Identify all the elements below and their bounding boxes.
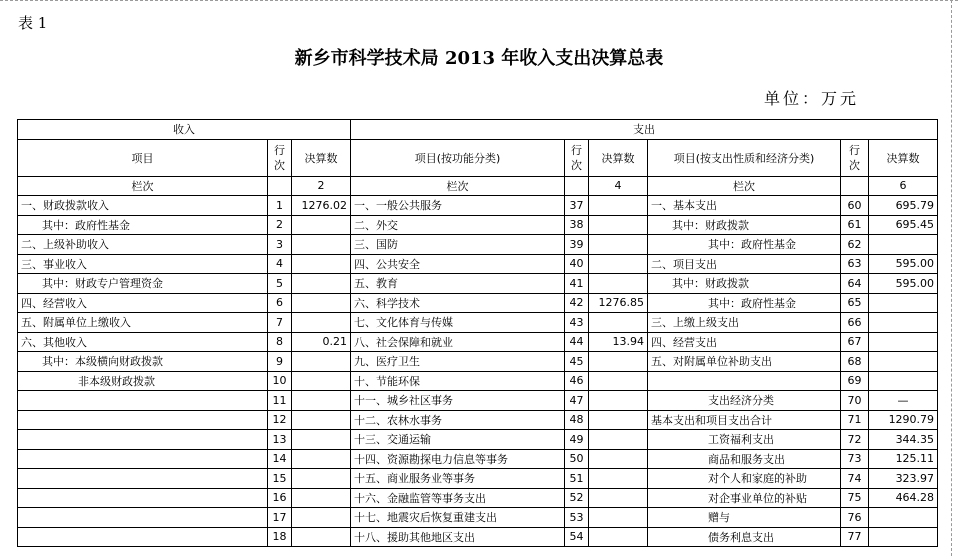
income-item [18, 508, 268, 528]
func-item: 十一、城乡社区事务 [351, 391, 565, 411]
func-amount [589, 469, 648, 489]
func-hangci: 42 [565, 293, 589, 313]
econ-amount: 695.45 [869, 215, 938, 235]
func-amount [589, 235, 648, 255]
income-item [18, 430, 268, 450]
income-hangci: 2 [268, 215, 292, 235]
income-item: 其中：本级横向财政拨款 [18, 352, 268, 372]
income-item [18, 527, 268, 547]
income-amount [292, 410, 351, 430]
income-item [18, 410, 268, 430]
econ-hangci: 64 [841, 274, 869, 294]
income-hangci: 8 [268, 332, 292, 352]
lanci-row [18, 176, 938, 196]
table-row [18, 410, 938, 430]
func-hangci: 45 [565, 352, 589, 372]
econ-amount: 125.11 [869, 449, 938, 469]
econ-hangci: 61 [841, 215, 869, 235]
func-amount [589, 430, 648, 450]
econ-item: 支出经济分类 [648, 391, 841, 411]
econ-item: 其中：政府性基金 [648, 235, 841, 255]
income-item: 六、其他收入 [18, 332, 268, 352]
func-hangci: 38 [565, 215, 589, 235]
income-amount [292, 449, 351, 469]
income-amount [292, 254, 351, 274]
table-row [18, 274, 938, 294]
econ-item: 三、上缴上级支出 [648, 313, 841, 333]
income-item-header: 项目 [18, 139, 268, 176]
econ-hangci: 75 [841, 488, 869, 508]
econ-amount [869, 371, 938, 391]
econ-hangci: 69 [841, 371, 869, 391]
func-amount [589, 508, 648, 528]
func-item: 五、教育 [351, 274, 565, 294]
income-item [18, 449, 268, 469]
income-hangci: 9 [268, 352, 292, 372]
expense-header: 支出 [351, 120, 938, 140]
table-row [18, 391, 938, 411]
income-item: 一、财政拨款收入 [18, 196, 268, 216]
income-amount [292, 508, 351, 528]
econ-amount [869, 293, 938, 313]
func-amount [589, 527, 648, 547]
table-row [18, 313, 938, 333]
func-hangci: 51 [565, 469, 589, 489]
income-hangci: 16 [268, 488, 292, 508]
func-amount: 1276.85 [589, 293, 648, 313]
lanci-label: 栏次 [648, 176, 841, 196]
econ-amount: — [869, 391, 938, 411]
econ-amount: 344.35 [869, 430, 938, 450]
page-frame-top [0, 0, 958, 5]
econ-amount [869, 527, 938, 547]
lanci-col2: 2 [292, 176, 351, 196]
func-hangci: 53 [565, 508, 589, 528]
table-row [18, 430, 938, 450]
econ-amount: 695.79 [869, 196, 938, 216]
econ-hangci: 65 [841, 293, 869, 313]
func-item: 六、科学技术 [351, 293, 565, 313]
table-row [18, 332, 938, 352]
func-amount [589, 352, 648, 372]
econ-hangci: 60 [841, 196, 869, 216]
econ-item: 工资福利支出 [648, 430, 841, 450]
econ-item: 二、项目支出 [648, 254, 841, 274]
income-item: 其中：财政专户管理资金 [18, 274, 268, 294]
unit-label: 单位：万元 [764, 89, 860, 108]
func-item: 十七、地震灾后恢复重建支出 [351, 508, 565, 528]
lanci-col6: 6 [869, 176, 938, 196]
income-amount: 0.21 [292, 332, 351, 352]
table-row [18, 235, 938, 255]
income-hangci: 3 [268, 235, 292, 255]
func-hangci: 41 [565, 274, 589, 294]
income-hangci: 4 [268, 254, 292, 274]
func-item: 九、医疗卫生 [351, 352, 565, 372]
econ-item: 五、对附属单位补助支出 [648, 352, 841, 372]
econ-amount: 595.00 [869, 254, 938, 274]
func-amount [589, 410, 648, 430]
income-amount-header: 决算数 [292, 139, 351, 176]
econ-item [648, 371, 841, 391]
income-amount [292, 469, 351, 489]
lanci-blank [268, 176, 292, 196]
lanci-blank [841, 176, 869, 196]
econ-amount [869, 508, 938, 528]
table-row [18, 254, 938, 274]
income-hangci: 11 [268, 391, 292, 411]
econ-hangci: 76 [841, 508, 869, 528]
income-amount [292, 235, 351, 255]
lanci-label: 栏次 [351, 176, 565, 196]
econ-amount: 1290.79 [869, 410, 938, 430]
table-row [18, 527, 938, 547]
income-header: 收入 [18, 120, 351, 140]
income-hangci: 1 [268, 196, 292, 216]
income-amount [292, 391, 351, 411]
econ-amount [869, 313, 938, 333]
page-frame-right [951, 0, 952, 556]
table-row [18, 352, 938, 372]
econ-amount: 464.28 [869, 488, 938, 508]
func-amount [589, 254, 648, 274]
func-item: 十六、金融监管等事务支出 [351, 488, 565, 508]
header-row-1 [18, 120, 938, 140]
econ-hangci: 63 [841, 254, 869, 274]
func-item: 十四、资源勘探电力信息等事务 [351, 449, 565, 469]
econ-hangci: 68 [841, 352, 869, 372]
econ-item: 其中：财政拨款 [648, 215, 841, 235]
func-hangci: 47 [565, 391, 589, 411]
econ-hangci: 74 [841, 469, 869, 489]
income-hangci: 5 [268, 274, 292, 294]
econ-hangci: 67 [841, 332, 869, 352]
econ-amount-header: 决算数 [869, 139, 938, 176]
income-hangci: 18 [268, 527, 292, 547]
econ-hangci: 71 [841, 410, 869, 430]
func-item: 十八、援助其他地区支出 [351, 527, 565, 547]
func-hangci: 49 [565, 430, 589, 450]
econ-hangci-header: 行次 [841, 139, 869, 176]
econ-item: 四、经营支出 [648, 332, 841, 352]
func-hangci: 54 [565, 527, 589, 547]
income-amount [292, 293, 351, 313]
func-amount [589, 215, 648, 235]
func-hangci: 40 [565, 254, 589, 274]
func-item-header: 项目(按功能分类) [351, 139, 565, 176]
func-amount [589, 313, 648, 333]
lanci-blank [565, 176, 589, 196]
func-hangci: 52 [565, 488, 589, 508]
income-amount [292, 274, 351, 294]
income-amount [292, 430, 351, 450]
table-row [18, 449, 938, 469]
func-item: 十二、农林水事务 [351, 410, 565, 430]
income-item: 其中：政府性基金 [18, 215, 268, 235]
econ-hangci: 73 [841, 449, 869, 469]
func-item: 一、一般公共服务 [351, 196, 565, 216]
table-row [18, 371, 938, 391]
func-hangci: 43 [565, 313, 589, 333]
income-hangci: 12 [268, 410, 292, 430]
income-amount [292, 352, 351, 372]
income-hangci: 7 [268, 313, 292, 333]
income-hangci: 17 [268, 508, 292, 528]
func-amount-header: 决算数 [589, 139, 648, 176]
func-item: 七、文化体育与传媒 [351, 313, 565, 333]
table-row [18, 488, 938, 508]
econ-hangci: 70 [841, 391, 869, 411]
func-item: 十五、商业服务业等事务 [351, 469, 565, 489]
table-row [18, 293, 938, 313]
income-amount [292, 527, 351, 547]
func-item: 四、公共安全 [351, 254, 565, 274]
income-amount: 1276.02 [292, 196, 351, 216]
func-amount [589, 274, 648, 294]
econ-item: 对个人和家庭的补助 [648, 469, 841, 489]
income-amount [292, 313, 351, 333]
income-hangci: 6 [268, 293, 292, 313]
func-item: 三、国防 [351, 235, 565, 255]
table-label: 表 1 [18, 14, 48, 32]
econ-hangci: 66 [841, 313, 869, 333]
econ-amount: 595.00 [869, 274, 938, 294]
func-hangci: 50 [565, 449, 589, 469]
income-amount [292, 488, 351, 508]
econ-item: 对企事业单位的补贴 [648, 488, 841, 508]
econ-item: 债务利息支出 [648, 527, 841, 547]
func-hangci: 46 [565, 371, 589, 391]
econ-item: 一、基本支出 [648, 196, 841, 216]
income-hangci: 10 [268, 371, 292, 391]
econ-item-header: 项目(按支出性质和经济分类) [648, 139, 841, 176]
income-hangci: 14 [268, 449, 292, 469]
income-item: 三、事业收入 [18, 254, 268, 274]
econ-item: 商品和服务支出 [648, 449, 841, 469]
econ-amount [869, 352, 938, 372]
func-item: 十、节能环保 [351, 371, 565, 391]
income-amount [292, 371, 351, 391]
income-item: 五、附属单位上缴收入 [18, 313, 268, 333]
econ-item: 其中：政府性基金 [648, 293, 841, 313]
table-row [18, 508, 938, 528]
econ-item: 其中：财政拨款 [648, 274, 841, 294]
econ-hangci: 77 [841, 527, 869, 547]
table-row [18, 215, 938, 235]
econ-amount [869, 332, 938, 352]
income-hangci-header: 行次 [268, 139, 292, 176]
func-hangci: 48 [565, 410, 589, 430]
lanci-col4: 4 [589, 176, 648, 196]
econ-item: 基本支出和项目支出合计 [648, 410, 841, 430]
econ-hangci: 62 [841, 235, 869, 255]
econ-amount [869, 235, 938, 255]
func-amount [589, 449, 648, 469]
header-row-2 [18, 139, 938, 176]
func-item: 十三、交通运输 [351, 430, 565, 450]
econ-item: 赠与 [648, 508, 841, 528]
func-hangci: 44 [565, 332, 589, 352]
func-amount [589, 371, 648, 391]
func-hangci-header: 行次 [565, 139, 589, 176]
summary-table [17, 119, 938, 547]
income-item [18, 391, 268, 411]
func-amount [589, 488, 648, 508]
func-hangci: 37 [565, 196, 589, 216]
income-item: 二、上级补助收入 [18, 235, 268, 255]
income-hangci: 15 [268, 469, 292, 489]
econ-amount: 323.97 [869, 469, 938, 489]
table-row [18, 196, 938, 216]
table-row [18, 469, 938, 489]
func-amount: 13.94 [589, 332, 648, 352]
income-item: 四、经营收入 [18, 293, 268, 313]
income-amount [292, 215, 351, 235]
func-item: 八、社会保障和就业 [351, 332, 565, 352]
econ-hangci: 72 [841, 430, 869, 450]
func-item: 二、外交 [351, 215, 565, 235]
func-amount [589, 391, 648, 411]
page-title: 新乡市科学技术局 2013 年收入支出决算总表 [294, 48, 664, 69]
income-hangci: 13 [268, 430, 292, 450]
func-amount [589, 196, 648, 216]
income-item [18, 488, 268, 508]
func-hangci: 39 [565, 235, 589, 255]
lanci-label: 栏次 [18, 176, 268, 196]
income-item [18, 469, 268, 489]
income-item: 非本级财政拨款 [18, 371, 268, 391]
